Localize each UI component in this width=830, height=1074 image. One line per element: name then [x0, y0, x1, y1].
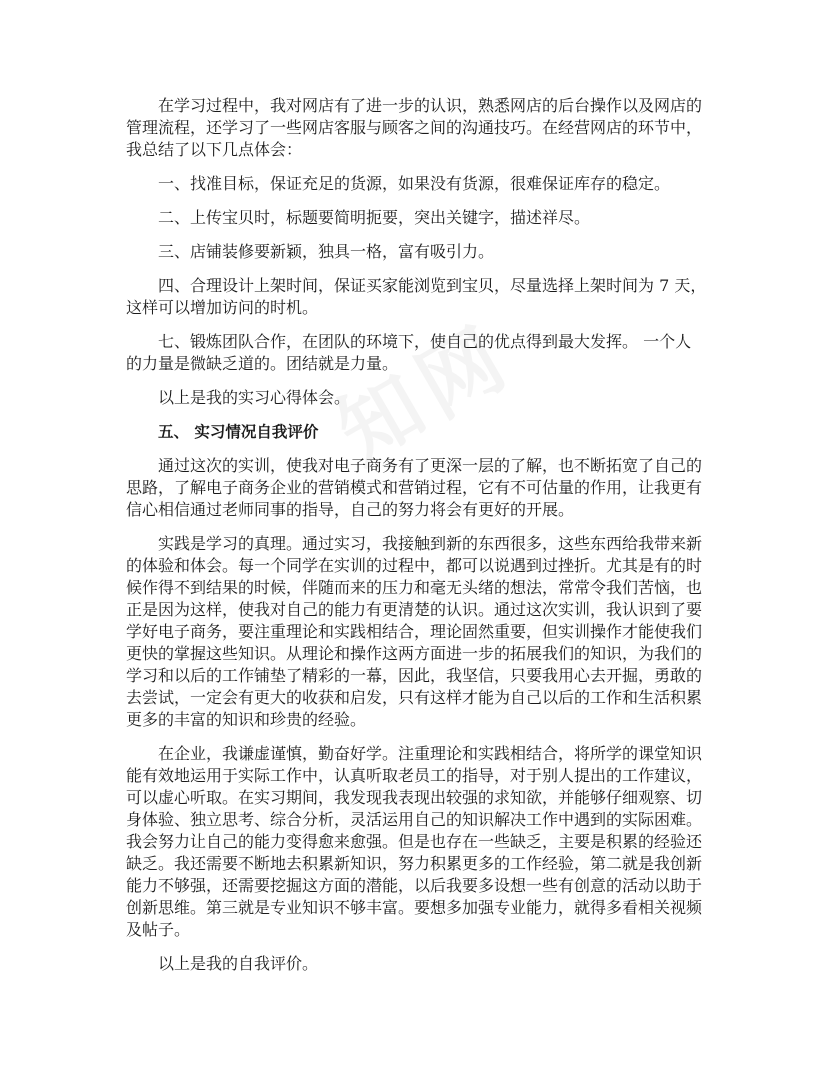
text-line: 四、合理设计上架时间，保证买家能浏览到宝贝，尽量选择上架时间为 7 天， [158, 276, 707, 295]
paragraph-evaluation-2 [126, 533, 716, 731]
paragraph-intro [126, 95, 716, 161]
paragraph-evaluation-1 [126, 455, 716, 521]
text-line: 信心相信通过老师同事的指导，自己的努力将会有更好的开展。 [126, 500, 575, 519]
text-line: 在企业，我谦虚谨慎，勤奋好学。注重理论和实践相结合，将所学的课堂知识 [158, 744, 703, 763]
text-line: 学习和以后的工作铺垫了精彩的一幕，因此，我坚信，只要我用心去开掘，勇敢的 [126, 666, 703, 685]
paragraph-point-4 [126, 275, 716, 319]
text-line: 的力量是微缺乏道的。团结就是力量。 [126, 354, 399, 373]
text-line: 的体验和体会。每一个同学在实训的过程中，都可以说遇到过挫折。尤其是有的时 [126, 556, 703, 575]
text-line: 学好电子商务，要注重理论和实践相结合，理论固然重要，但实训操作才能使我们 [126, 622, 703, 641]
text-line: 更快的掌握这些知识。从理论和操作这两方面进一步的拓展我们的知识，为我们的 [126, 644, 703, 663]
paragraph-closing: 以上是我的自我评价。 [158, 954, 319, 973]
section-heading: 五、 实习情况自我评价 [158, 423, 319, 441]
paragraph-point-2: 二、上传宝贝时，标题要简明扼要，突出关键字，描述祥尽。 [158, 208, 591, 227]
text-line: 实践是学习的真理。通过实习，我接触到新的东西很多，这些东西给我带来新 [158, 534, 703, 553]
text-line: 更多的丰富的知识和珍贵的经验。 [126, 710, 367, 729]
text-line: 去尝试，一定会有更大的收获和启发，只有这样才能为自己以后的工作和生活积累 [126, 688, 703, 707]
paragraph-summary: 以上是我的实习心得体会。 [158, 388, 351, 407]
text-line: 这样可以增加访问的时机。 [126, 298, 319, 317]
text-line: 候作得不到结果的时候，伴随而来的压力和毫无头绪的想法，常常令我们苦恼，也 [126, 578, 703, 597]
paragraph-point-1: 一、找准目标，保证充足的货源，如果没有货源，很难保证库存的稳定。 [158, 174, 671, 193]
text-line: 管理流程，还学习了一些网店客服与顾客之间的沟通技巧。在经营网店的环节中， [126, 118, 703, 137]
text-line: 正是因为这样，使我对自己的能力有更清楚的认识。通过这次实训，我认识到了要 [126, 600, 703, 619]
paragraph-point-7 [126, 331, 716, 375]
text-line: 我会努力让自己的能力变得愈来愈强。但是也存在一些缺乏，主要是积累的经验还 [126, 832, 703, 851]
text-line: 在学习过程中，我对网店有了进一步的认识，熟悉网店的后台操作以及网店的 [158, 96, 703, 115]
text-line: 思路，了解电子商务企业的营销模式和营销过程，它有不可估量的作用，让我更有 [126, 478, 703, 497]
paragraph-point-3: 三、店铺装修要新颖，独具一格，富有吸引力。 [158, 242, 495, 261]
document-page [126, 95, 716, 975]
paragraph-evaluation-3 [126, 743, 716, 941]
text-line: 可以虚心听取。在实习期间，我发现我表现出较强的求知欲，并能够仔细观察、切 [126, 788, 703, 807]
text-line: 身体验、独立思考、综合分析，灵活运用自己的知识解决工作中遇到的实际困难。 [126, 810, 703, 829]
text-line: 创新思维。第三就是专业知识不够丰富。要想多加强专业能力，就得多看相关视频 [126, 898, 703, 917]
text-line: 我总结了以下几点体会： [126, 140, 303, 159]
text-line: 能力不够强，还需要挖掘这方面的潜能，以后我要多设想一些有创意的活动以助于 [126, 876, 703, 895]
text-line: 七、锻炼团队合作，在团队的环境下，使自己的优点得到最大发挥。 一个人 [158, 332, 692, 351]
text-line: 缺乏。我还需要不断地去积累新知识，努力积累更多的工作经验，第二就是我创新 [126, 854, 703, 873]
text-line: 通过这次的实训，使我对电子商务有了更深一层的了解，也不断拓宽了自己的 [158, 456, 703, 475]
text-line: 能有效地运用于实际工作中，认真听取老员工的指导，对于别人提出的工作建议， [126, 766, 703, 785]
text-line: 及帖子。 [126, 920, 191, 939]
